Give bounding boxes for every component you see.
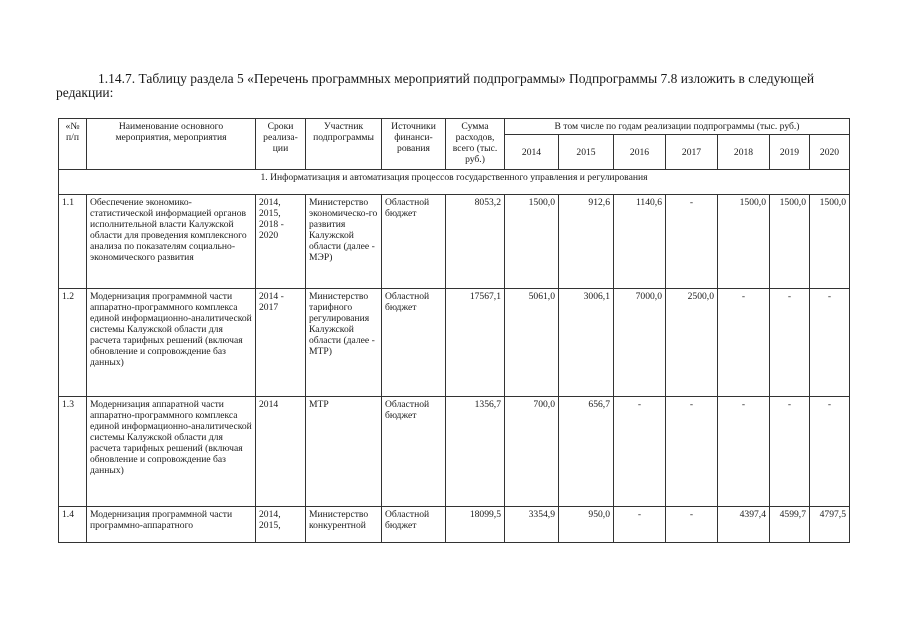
header-year: 2017	[666, 135, 718, 170]
row-year-value: 1500,0	[505, 195, 559, 289]
table-row	[59, 289, 850, 397]
program-table	[58, 118, 850, 543]
row-year-value: -	[810, 289, 850, 397]
header-participant: Участник подпрограммы	[306, 119, 382, 170]
row-participant: Министерство экономическо-го развития Калужской области (далее - МЭР)	[306, 195, 382, 289]
row-num: 1.3	[59, 397, 87, 507]
header-year: 2015	[559, 135, 614, 170]
row-terms: 2014, 2015, 2018 - 2020	[256, 195, 306, 289]
header-years-group: В том числе по годам реализации подпрограммы (тыс. руб.)	[505, 119, 850, 135]
row-year-value: 1500,0	[718, 195, 770, 289]
header-row	[59, 119, 850, 135]
row-year-value: 1500,0	[810, 195, 850, 289]
intro-paragraph	[56, 72, 856, 100]
row-year-value: 4397,4	[718, 507, 770, 543]
row-year-value: -	[770, 289, 810, 397]
row-year-value: 3354,9	[505, 507, 559, 543]
header-num: «№ п/п	[59, 119, 87, 170]
header-sum: Сумма расходов, всего (тыс. руб.)	[446, 119, 505, 170]
row-year-value: -	[666, 507, 718, 543]
row-name: Обеспечение экономико-статистической информацией органов исполнительной власти Калужской области для проведения комплексного анализа по показателям социально-экономического развития	[87, 195, 256, 289]
header-year: 2020	[810, 135, 850, 170]
row-year-value: -	[718, 289, 770, 397]
row-participant: Министерство тарифного регулирования Калужской области (далее - МТР)	[306, 289, 382, 397]
header-year: 2014	[505, 135, 559, 170]
row-terms: 2014	[256, 397, 306, 507]
row-participant: МТР	[306, 397, 382, 507]
row-sum: 1356,7	[446, 397, 505, 507]
header-terms: Сроки реализа-ции	[256, 119, 306, 170]
row-terms: 2014, 2015,	[256, 507, 306, 543]
row-year-value: 7000,0	[614, 289, 666, 397]
row-year-value: 2500,0	[666, 289, 718, 397]
row-source: Областной бюджет	[382, 195, 446, 289]
row-year-value: -	[614, 397, 666, 507]
row-year-value: -	[718, 397, 770, 507]
row-year-value: -	[770, 397, 810, 507]
table-row	[59, 397, 850, 507]
row-year-value: 3006,1	[559, 289, 614, 397]
row-source: Областной бюджет	[382, 289, 446, 397]
header-year: 2019	[770, 135, 810, 170]
header-sources: Источники финанси-рования	[382, 119, 446, 170]
row-year-value: 4599,7	[770, 507, 810, 543]
header-year: 2016	[614, 135, 666, 170]
row-terms: 2014 - 2017	[256, 289, 306, 397]
row-year-value: 700,0	[505, 397, 559, 507]
header-name: Наименование основного мероприятия, мероприятия	[87, 119, 256, 170]
row-name: Модернизация аппаратной части аппаратно-программного комплекса единой информационно-аналитической системы Калужской области для расчета тарифных решений (включая обновление и сопровождение баз данных)	[87, 397, 256, 507]
header-year: 2018	[718, 135, 770, 170]
row-name: Модернизация программной части аппаратно-программного комплекса единой информационно-аналитической системы Калужской области для расчета тарифных решений (включая обновление и сопровождение баз данных)	[87, 289, 256, 397]
table-row	[59, 507, 850, 543]
row-source: Областной бюджет	[382, 397, 446, 507]
row-sum: 17567,1	[446, 289, 505, 397]
row-year-value: 656,7	[559, 397, 614, 507]
table-row	[59, 195, 850, 289]
row-year-value: 5061,0	[505, 289, 559, 397]
row-year-value: 1140,6	[614, 195, 666, 289]
section-row	[59, 170, 850, 195]
row-year-value: 912,6	[559, 195, 614, 289]
row-name: Модернизация программной части программно-аппаратного	[87, 507, 256, 543]
row-sum: 8053,2	[446, 195, 505, 289]
row-year-value: -	[810, 397, 850, 507]
section-title: 1. Информатизация и автоматизация процессов государственного управления и регулирования	[59, 170, 850, 195]
row-participant: Министерство конкурентной	[306, 507, 382, 543]
row-year-value: -	[666, 397, 718, 507]
row-source: Областной бюджет	[382, 507, 446, 543]
row-year-value: 1500,0	[770, 195, 810, 289]
intro-text: 1.14.7. Таблицу раздела 5 «Перечень программных мероприятий подпрограммы» Подпрограммы 7.8 изложить в следующей редакции:	[56, 71, 815, 100]
row-year-value: -	[666, 195, 718, 289]
row-num: 1.4	[59, 507, 87, 543]
row-year-value: 950,0	[559, 507, 614, 543]
row-num: 1.1	[59, 195, 87, 289]
row-num: 1.2	[59, 289, 87, 397]
row-year-value: -	[614, 507, 666, 543]
row-sum: 18099,5	[446, 507, 505, 543]
row-year-value: 4797,5	[810, 507, 850, 543]
